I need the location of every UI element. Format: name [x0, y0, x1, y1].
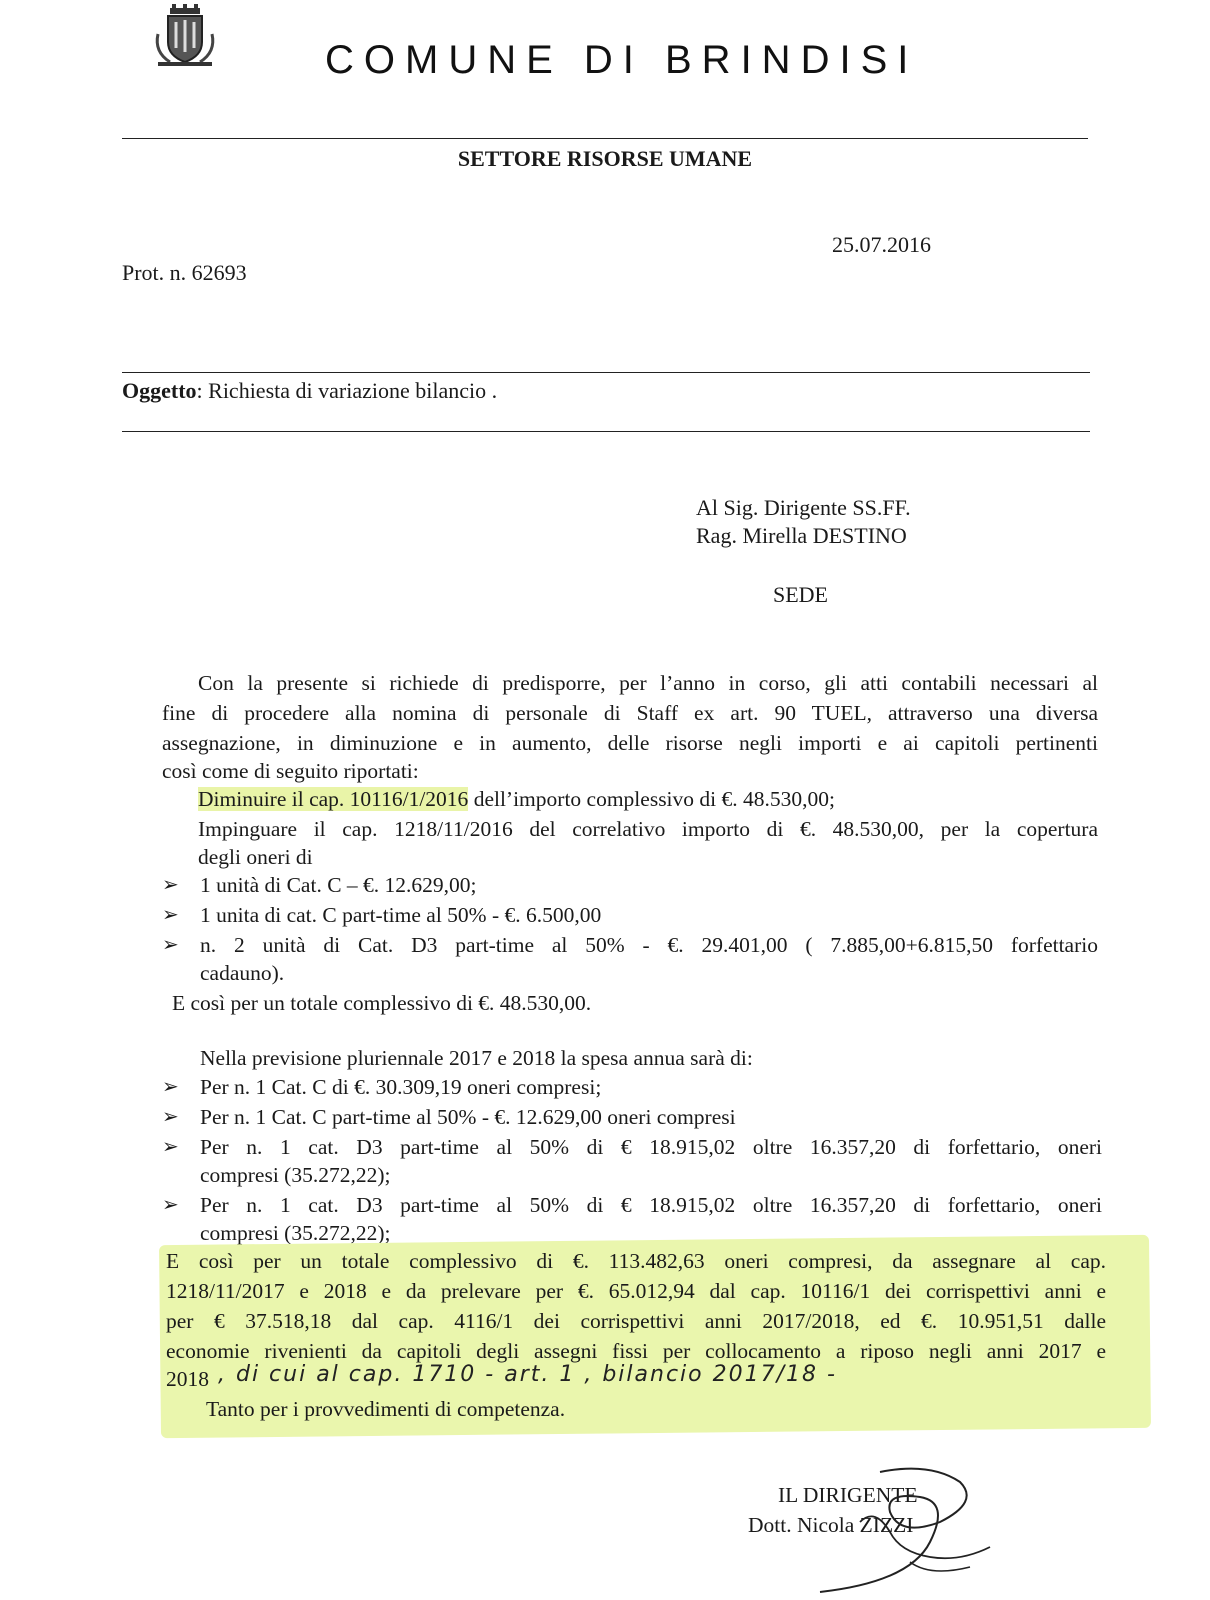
increase-instruction: degli oneri di	[198, 845, 313, 869]
intro-line: assegnazione, in diminuzione e in aumento, delle risorse negli importi e ai capitoli pertinenti	[162, 731, 1098, 755]
forecast-intro: Nella previsione pluriennale 2017 e 2018 la spesa annua sarà di:	[200, 1046, 753, 1070]
forecast-total-line: 2018	[166, 1367, 209, 1391]
recipient-line-2: Rag. Mirella DESTINO	[696, 523, 907, 548]
closing-line: Tanto per i provvedimenti di competenza.	[206, 1397, 566, 1421]
subject-text: : Richiesta di variazione bilancio .	[196, 378, 498, 403]
arrowhead-bullet-icon: ➢	[162, 874, 179, 896]
document-date: 25.07.2016	[832, 232, 931, 257]
bullet-item: 1 unità di Cat. C – €. 12.629,00;	[200, 873, 477, 897]
increase-instruction: Impinguare il cap. 1218/11/2016 del correlativo importo di €. 48.530,00, per la copertura	[198, 817, 1098, 841]
header-rule	[122, 138, 1088, 139]
forecast-total-line: per € 37.518,18 dal cap. 4116/1 dei corrispettivi anni 2017/2018, ed €. 10.951,51 dalle	[166, 1309, 1106, 1333]
municipal-crest-icon	[150, 4, 220, 70]
intro-line: così come di seguito riportati:	[162, 759, 419, 783]
intro-line: Con la presente si richiede di predisporre, per l’anno in corso, gli atti contabili necessari al	[198, 671, 1098, 695]
handwritten-note: , di cui al cap. 1710 - art. 1 , bilancio 2017/18 -	[218, 1362, 837, 1387]
forecast-total-line: E così per un totale complessivo di €. 113.482,63 oneri compresi, da assegnare al cap.	[166, 1249, 1106, 1273]
protocol-number: Prot. n. 62693	[122, 260, 247, 285]
decrease-instruction	[198, 784, 835, 814]
bullet-item: n. 2 unità di Cat. D3 part-time al 50% - €. 29.401,00 ( 7.885,00+6.815,50 forfettario	[200, 933, 1098, 957]
decrease-amount-text: dell’importo complessivo di €. 48.530,00;	[468, 787, 835, 811]
bullet-item: 1 unita di cat. C part-time al 50% - €. 6.500,00	[200, 903, 602, 927]
highlighted-chapter: Diminuire il cap. 10116/1/2016	[198, 787, 469, 811]
arrowhead-bullet-icon: ➢	[162, 1106, 179, 1128]
handwritten-signature	[780, 1462, 1010, 1597]
bullet-item-continuation: cadauno).	[200, 961, 285, 985]
municipality-title: COMUNE DI BRINDISI	[325, 38, 919, 82]
forecast-item: Per n. 1 cat. D3 part-time al 50% di € 18.915,02 oltre 16.357,20 di forfettario, oneri	[200, 1193, 1102, 1217]
arrowhead-bullet-icon: ➢	[162, 1136, 179, 1158]
recipient-location: SEDE	[773, 582, 828, 607]
arrowhead-bullet-icon: ➢	[162, 904, 179, 926]
forecast-item: Per n. 1 cat. D3 part-time al 50% di € 18.915,02 oltre 16.357,20 di forfettario, oneri	[200, 1135, 1102, 1159]
subject-bottom-rule	[122, 431, 1090, 432]
arrowhead-bullet-icon: ➢	[162, 1076, 179, 1098]
signatory-title: IL DIRIGENTE	[778, 1483, 918, 1507]
forecast-item-continuation: compresi (35.272,22);	[200, 1221, 391, 1245]
subject-label: Oggetto	[122, 378, 197, 403]
forecast-total-line: 1218/11/2017 e 2018 e da prelevare per €. 65.012,94 dal cap. 10116/1 dei corrispettivi anni e	[166, 1279, 1106, 1303]
intro-line: fine di procedere alla nomina di personale di Staff ex art. 90 TUEL, attraverso una diversa	[162, 701, 1098, 725]
forecast-item: Per n. 1 Cat. C di €. 30.309,19 oneri compresi;	[200, 1075, 602, 1099]
forecast-total-line: economie rivenienti da capitoli degli assegni fissi per collocamento a riposo negli anni 2017 e	[166, 1339, 1106, 1363]
signatory-name: Dott. Nicola ZIZZI	[748, 1513, 914, 1537]
subject-line	[122, 378, 497, 404]
recipient-line-1: Al Sig. Dirigente SS.FF.	[696, 495, 911, 520]
arrowhead-bullet-icon: ➢	[162, 934, 179, 956]
total-2016: E così per un totale complessivo di €. 48.530,00.	[172, 991, 592, 1015]
forecast-item: Per n. 1 Cat. C part-time al 50% - €. 12.629,00 oneri compresi	[200, 1105, 736, 1129]
subject-top-rule	[122, 372, 1090, 373]
arrowhead-bullet-icon: ➢	[162, 1194, 179, 1216]
sector-title: SETTORE RISORSE UMANE	[457, 146, 753, 171]
forecast-item-continuation: compresi (35.272,22);	[200, 1163, 391, 1187]
